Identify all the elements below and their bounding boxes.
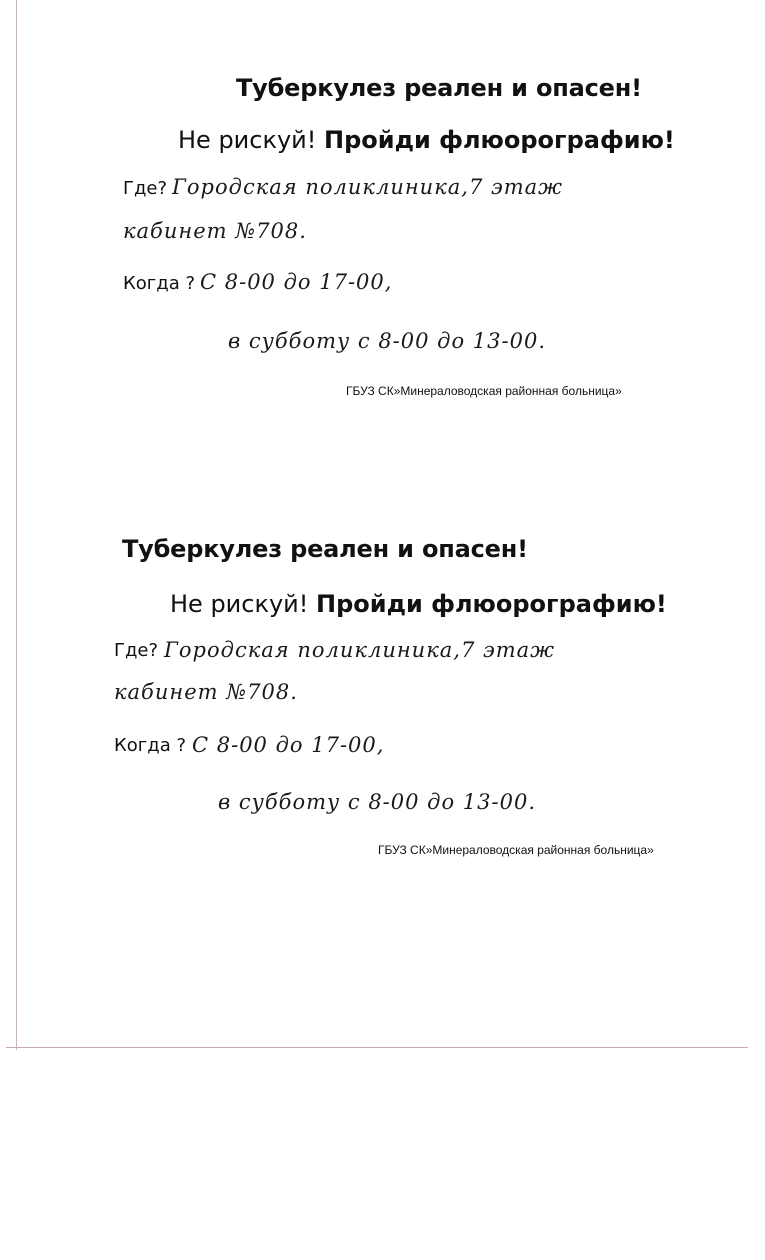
where-label: Где? — [114, 640, 159, 661]
when-label: Когда ? — [123, 273, 195, 294]
organization: ГБУЗ СК»Минераловодская районная больница» — [378, 843, 654, 857]
when-saturday: в субботу с 8-00 до 13-00. — [218, 790, 537, 814]
when-weekdays: С 8-00 до 17-00, — [192, 733, 385, 757]
when-label: Когда ? — [114, 735, 186, 756]
headline: Туберкулез реален и опасен! — [122, 535, 528, 563]
cabinet-number: кабинет №708. — [114, 680, 298, 704]
cut-line — [6, 1047, 748, 1048]
call-normal: Не рискуй! — [178, 126, 317, 154]
call-to-action — [170, 590, 667, 618]
organization: ГБУЗ СК»Минераловодская районная больница» — [346, 384, 622, 398]
call-bold: Пройди флюорографию! — [316, 590, 667, 618]
when-saturday: в субботу с 8-00 до 13-00. — [228, 329, 547, 353]
where-value: Городская поликлиника,7 этаж — [172, 175, 564, 199]
call-bold: Пройди флюорографию! — [324, 126, 675, 154]
where-value: Городская поликлиника,7 этаж — [164, 638, 556, 662]
headline: Туберкулез реален и опасен! — [236, 74, 642, 102]
where-label: Где? — [123, 178, 168, 199]
cabinet-number: кабинет №708. — [123, 219, 307, 243]
when-weekdays: С 8-00 до 17-00, — [200, 270, 393, 294]
call-normal: Не рискуй! — [170, 590, 309, 618]
